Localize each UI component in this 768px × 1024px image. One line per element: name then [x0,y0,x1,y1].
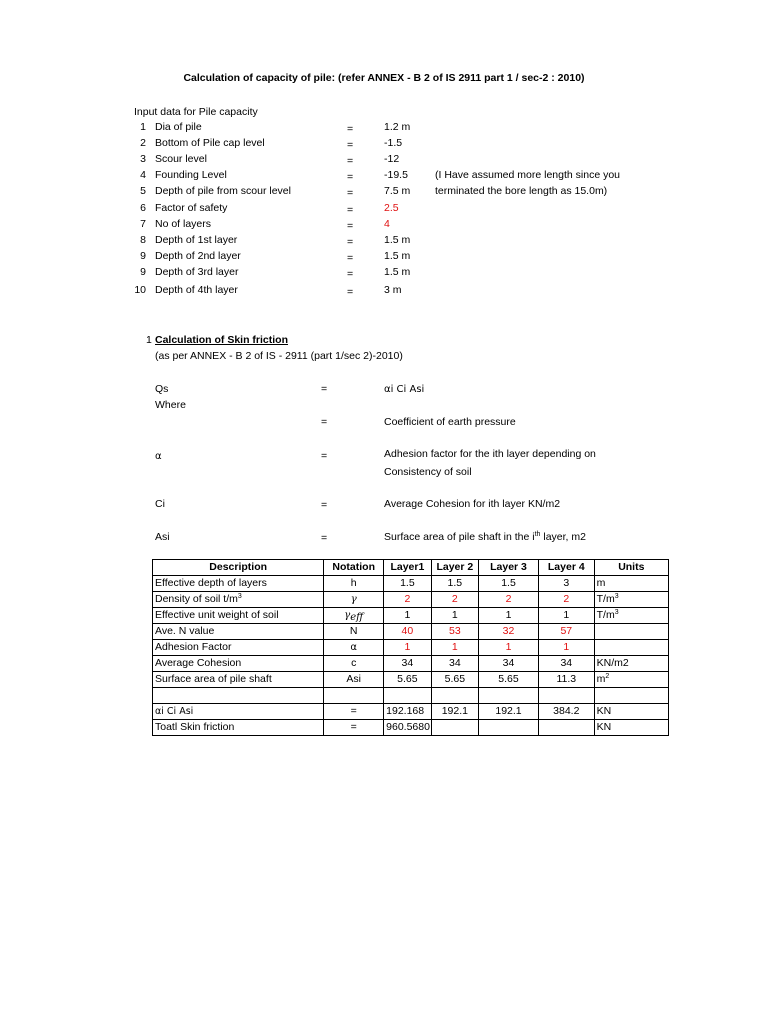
layer-value: 34 [538,656,594,672]
empty-cell [594,688,668,704]
qs-label: Qs [155,383,169,395]
input-row-number: 8 [140,234,146,246]
result-value: 960.5680 [384,720,431,736]
table-header-row [153,560,669,576]
row-description: Effective unit weight of soil [153,608,324,624]
page-title: Calculation of capacity of pile: (refer ANNEX - B 2 of IS 2911 part 1 / sec-2 : 2010) [183,72,585,84]
section-subtitle: (as per ANNEX - B 2 of IS - 2911 (part 1/sec 2)-2010) [155,350,403,362]
row-description: Adhesion Factor [153,640,324,656]
input-row-label: Founding Level [155,169,227,181]
layer-value: 32 [479,624,539,640]
input-row-value: 1.5 m [384,266,411,278]
table-row [153,592,669,608]
column-header: Units [594,560,668,576]
input-row-label: Depth of 1st layer [155,234,238,246]
input-row-number: 10 [134,284,146,296]
input-row-value: 7.5 m [384,185,411,197]
layer-value: 1 [479,608,539,624]
input-row-equals: = [347,220,354,232]
input-row-value: 1.5 m [384,234,411,246]
result-description: Toatl Skin friction [153,720,324,736]
table-row [153,640,669,656]
layer-value: 1.5 [384,576,431,592]
input-row-value: 4 [384,218,390,230]
input-row-number: 7 [140,218,146,230]
input-row-value: 3 m [384,284,402,296]
row-description: Effective depth of layers [153,576,324,592]
result-value: 192.1 [479,704,539,720]
layer-value: 1.5 [431,576,478,592]
qs-formula: αi Ci Asi [384,384,425,395]
row-notation: c [324,656,384,672]
input-row-label: Depth of 4th layer [155,284,238,296]
row-notation: Asi [324,672,384,688]
input-row-number: 2 [140,137,146,149]
table-row [153,608,669,624]
input-row-label: Factor of safety [155,202,228,214]
founding-note-line1: (I Have assumed more length since you [435,169,621,181]
row-description: Average Cohesion [153,656,324,672]
input-row-number: 4 [140,169,146,181]
ci-label: Ci [155,498,165,510]
row-units: m [594,576,668,592]
row-units: $m^2$ [594,672,668,688]
input-row-label: Scour level [155,153,207,165]
input-row-value: -19.5 [384,169,408,181]
layer-value: 34 [384,656,431,672]
layer-value: 1 [431,640,478,656]
layer-value: 2 [479,592,539,608]
layer-value: 1 [538,640,594,656]
layer-value: 11.3 [538,672,594,688]
result-row [153,720,669,736]
layer-value: 5.65 [479,672,539,688]
layer-value: 1 [479,640,539,656]
empty-cell [431,688,478,704]
layer-value: 2 [384,592,431,608]
input-row-value: 2.5 [384,202,399,214]
input-row-value: 1.2 m [384,121,411,133]
ci-equals: = [321,499,328,511]
row-notation: $\gamma_{eff}$ [324,608,384,624]
input-row-number: 9 [140,250,146,262]
alpha-symbol: α [155,451,162,462]
row-units: $T/m^3$ [594,592,668,608]
row-units [594,624,668,640]
column-header: Layer 3 [479,560,539,576]
empty-cell [153,688,324,704]
input-row-equals: = [347,171,354,183]
result-value: 192.168 [384,704,431,720]
row-notation: γ [324,592,384,608]
layer-value: 1.5 [479,576,539,592]
result-equals: = [324,704,384,720]
input-row-label: Bottom of Pile cap level [155,137,265,149]
input-row-label: Depth of pile from scour level [155,185,291,197]
alpha-definition-line1: Adhesion factor for the ith layer depending on [384,448,596,460]
input-row-label: No of layers [155,218,212,230]
result-description: αi Ci Asi [153,704,324,720]
layer-value: 40 [384,624,431,640]
alpha-equals: = [321,450,328,462]
input-row-label: Depth of 3rd layer [155,266,239,278]
row-description: Surface area of pile shaft [153,672,324,688]
row-units: $T/m^3$ [594,608,668,624]
empty-cell [538,688,594,704]
input-row-number: 3 [140,153,146,165]
result-units: KN [594,704,668,720]
input-row-number: 9 [140,266,146,278]
row-units: KN/m2 [594,656,668,672]
qs-equals: = [321,383,328,395]
empty-cell [324,688,384,704]
skin-friction-table [152,559,669,736]
layer-value: 2 [538,592,594,608]
column-header: Layer 2 [431,560,478,576]
layer-value: 5.65 [384,672,431,688]
where-label: Where [155,399,186,411]
input-row-number: 5 [140,185,146,197]
layer-value: 1 [538,608,594,624]
input-row-value: -12 [384,153,400,165]
input-row-label: Depth of 2nd layer [155,250,241,262]
empty-cell [479,688,539,704]
table-row [153,656,669,672]
section-number: 1 [146,334,152,346]
result-value [431,720,478,736]
empty-cell [384,688,431,704]
input-row-value: -1.5 [384,137,403,149]
row-notation: h [324,576,384,592]
table-spacer-row [153,688,669,704]
asi-label: Asi [155,531,170,543]
layer-value: 57 [538,624,594,640]
input-row-equals: = [347,139,354,151]
input-row-label: Dia of pile [155,121,202,133]
ci-definition: Average Cohesion for ith layer KN/m2 [384,498,561,510]
row-description: Density of soil $t/m^3$ [153,592,324,608]
layer-value: 1 [431,608,478,624]
layer-value: 2 [431,592,478,608]
input-row-equals: = [347,187,354,199]
input-heading: Input data for Pile capacity [134,106,258,118]
section-title: Calculation of Skin friction [155,334,289,346]
input-row-equals: = [347,268,354,280]
column-header: Notation [324,560,384,576]
coefficient-equals: = [321,416,328,428]
layer-value: 3 [538,576,594,592]
layer-value: 1 [384,608,431,624]
input-row-value: 1.5 m [384,250,411,262]
result-row [153,704,669,720]
result-value [538,720,594,736]
layer-value: 5.65 [431,672,478,688]
table-row [153,576,669,592]
coefficient-definition: Coefficient of earth pressure [384,416,516,428]
asi-definition: Surface area of pile shaft in the $i^{th}$ layer, m2 [384,531,586,543]
column-header: Description [153,560,324,576]
result-value: 192.1 [431,704,478,720]
input-row-equals: = [347,252,354,264]
input-row-number: 6 [140,202,146,214]
input-row-equals: = [347,204,354,216]
input-row-equals: = [347,236,354,248]
result-value: 384.2 [538,704,594,720]
result-equals: = [324,720,384,736]
layer-value: 34 [431,656,478,672]
table-row [153,672,669,688]
layer-value: 1 [384,640,431,656]
layer-value: 34 [479,656,539,672]
row-notation: N [324,624,384,640]
row-units [594,640,668,656]
founding-note-line2: terminated the bore length as 15.0m) [435,185,608,197]
column-header: Layer 4 [538,560,594,576]
table-body [153,576,669,736]
column-header: Layer1 [384,560,431,576]
asi-equals: = [321,532,328,544]
input-row-equals: = [347,286,354,298]
row-description: Ave. N value [153,624,324,640]
result-units: KN [594,720,668,736]
result-value [479,720,539,736]
alpha-definition-line2: Consistency of soil [384,466,472,478]
input-row-equals: = [347,155,354,167]
input-row-number: 1 [140,121,146,133]
layer-value: 53 [431,624,478,640]
input-row-equals: = [347,123,354,135]
row-notation: α [324,640,384,656]
table-row [153,624,669,640]
